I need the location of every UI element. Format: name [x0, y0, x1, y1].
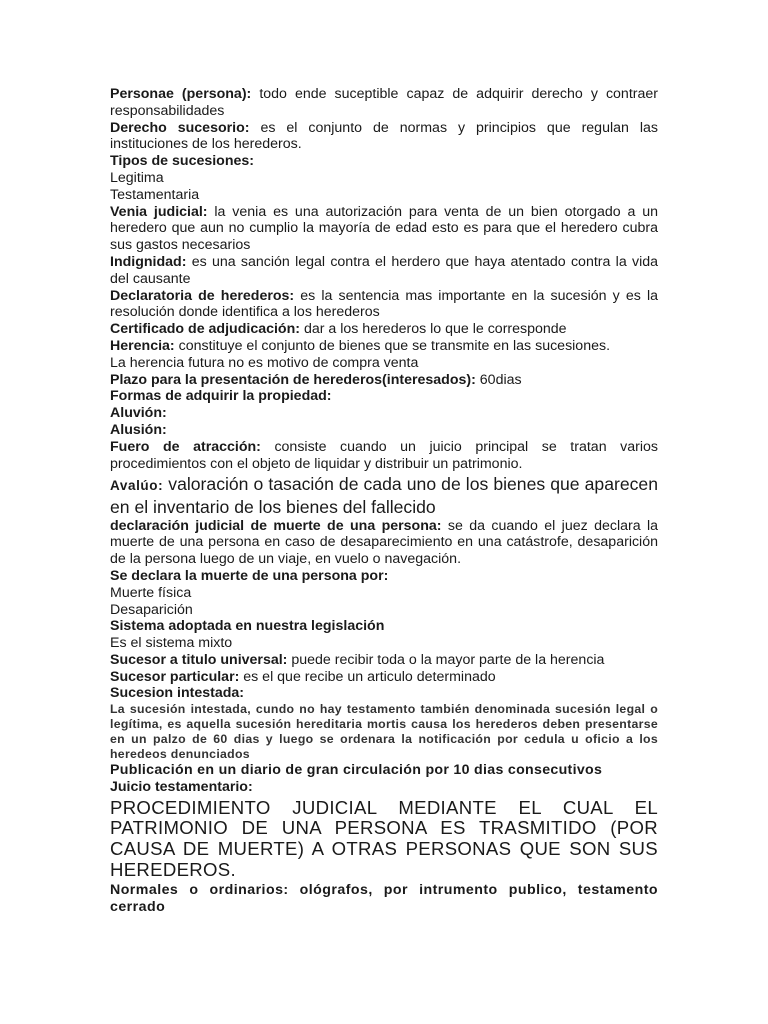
intestada-text: La sucesión intestada, cundo no hay testamento también denominada sucesión legal o legítima, es aquella sucesión hereditaria mortis causa los herederos deben presentarse en un palzo de 60 dias y luego se ordenara la notificación por cedula u oficio a los heredeos denunciados: [110, 702, 658, 762]
document-body: [110, 86, 658, 916]
heading-juicio: Juicio testamentario:: [110, 779, 253, 796]
definition-text: dar a los herederos lo que le corresponde: [300, 321, 567, 338]
term-label: Herencia:: [110, 337, 175, 354]
definition-text: 60dias: [475, 371, 522, 388]
term-label: Avalúo:: [110, 478, 164, 494]
definition-text: constituye el conjunto de bienes que se transmite en las sucesiones.: [174, 337, 611, 354]
definition-text: todo ende suceptible capaz de adquirir derecho y contraer responsabilidades: [110, 86, 658, 119]
definition-text: puede recibir toda o la mayor parte de la herencia: [287, 651, 605, 668]
definition-text: es la sentencia mas importante en la sucesión y es la resolución donde identifica a los herederos: [110, 287, 658, 321]
definition-avaluo: [110, 474, 658, 517]
term-label: Declaratoria de herederos:: [110, 287, 295, 304]
heading-tipos-sucesiones: Tipos de sucesiones:: [110, 153, 255, 170]
definition-text: la venia es una autorización para venta de un bien otorgado a un heredero que aun no cumplio la mayoría de edad esto es para que el heredero cubra sus gastos necesarios: [110, 203, 658, 254]
list-item: Testamentaria: [110, 186, 200, 203]
definition-derecho-sucesorio: [110, 120, 658, 154]
heading-intestada: Sucesion intestada:: [110, 685, 245, 702]
heading-sistema: Sistema adoptada en nuestra legislación: [110, 618, 385, 635]
term-label: Sucesor particular:: [110, 668, 240, 685]
normales-text: Normales o ordinarios: ológrafos, por intrumento publico, testamento cerrado: [110, 882, 658, 916]
definition-venia-judicial: [110, 204, 658, 254]
definition-plazo: [110, 372, 658, 389]
term-label: Venia judicial:: [110, 203, 208, 220]
definition-text: es una sanción legal contra el herdero que haya atentado contra la vida del causante: [110, 253, 658, 287]
definition-fuero: [110, 439, 658, 473]
term-label: Fuero de atracción:: [110, 438, 261, 455]
heading-muerte: Se declara la muerte de una persona por:: [110, 567, 389, 584]
publicacion-text: Publicación en un diario de gran circulación por 10 dias consecutivos: [110, 762, 603, 779]
definition-herencia: [110, 338, 658, 355]
list-item: Muerte física: [110, 584, 192, 601]
note-herencia-futura: La herencia futura no es motivo de compra venta: [110, 354, 419, 371]
list-item: Legitima: [110, 169, 164, 186]
juicio-text: PROCEDIMIENTO JUDICIAL MEDIANTE EL CUAL EL PATRIMONIO DE UNA PERSONA ES TRASMITIDO (POR CAUSA DE MUERTE) A OTRAS PERSONAS QUE SON SUS HEREDEROS.: [110, 796, 658, 880]
definition-declaratoria: [110, 288, 658, 322]
list-item: Desaparición: [110, 601, 193, 618]
term-label: declaración judicial de muerte de una persona:: [110, 517, 442, 534]
term-label: Indignidad:: [110, 253, 187, 270]
definition-text: es el que recibe un articulo determinado: [239, 668, 496, 685]
term-label: Sucesor a titulo universal:: [110, 651, 288, 668]
definition-personae: [110, 86, 658, 120]
term-label: Personae (persona):: [110, 86, 252, 102]
heading-alusion: Alusión:: [110, 421, 167, 438]
sistema-text: Es el sistema mixto: [110, 635, 233, 652]
heading-aluvion: Aluvión:: [110, 405, 167, 422]
definition-text: se da cuando el juez declara la muerte de una persona en caso de desaparecimiento en una catástrofe, desaparición de la persona luego de un viaje, en vuelo o navegación.: [110, 517, 659, 568]
definition-sucesor-universal: [110, 652, 658, 669]
term-label: Certificado de adjudicación:: [110, 321, 300, 338]
term-label: Derecho sucesorio:: [110, 119, 250, 136]
definition-indignidad: [110, 254, 658, 288]
definition-declaracion-muerte: [110, 518, 658, 568]
definition-text: valoración o tasación de cada uno de los bienes que aparecen en el inventario de los bienes del fallecido: [110, 474, 658, 517]
definition-text: es el conjunto de normas y principios que regulan las instituciones de los herederos.: [110, 119, 658, 153]
term-label: Plazo para la presentación de herederos(interesados):: [110, 371, 476, 388]
heading-formas: Formas de adquirir la propiedad:: [110, 388, 332, 405]
definition-certificado: [110, 321, 658, 338]
definition-text: consiste cuando un juicio principal se tratan varios procedimientos con el objeto de liquidar y distribuir un patrimonio.: [110, 438, 658, 472]
definition-sucesor-particular: [110, 669, 658, 686]
